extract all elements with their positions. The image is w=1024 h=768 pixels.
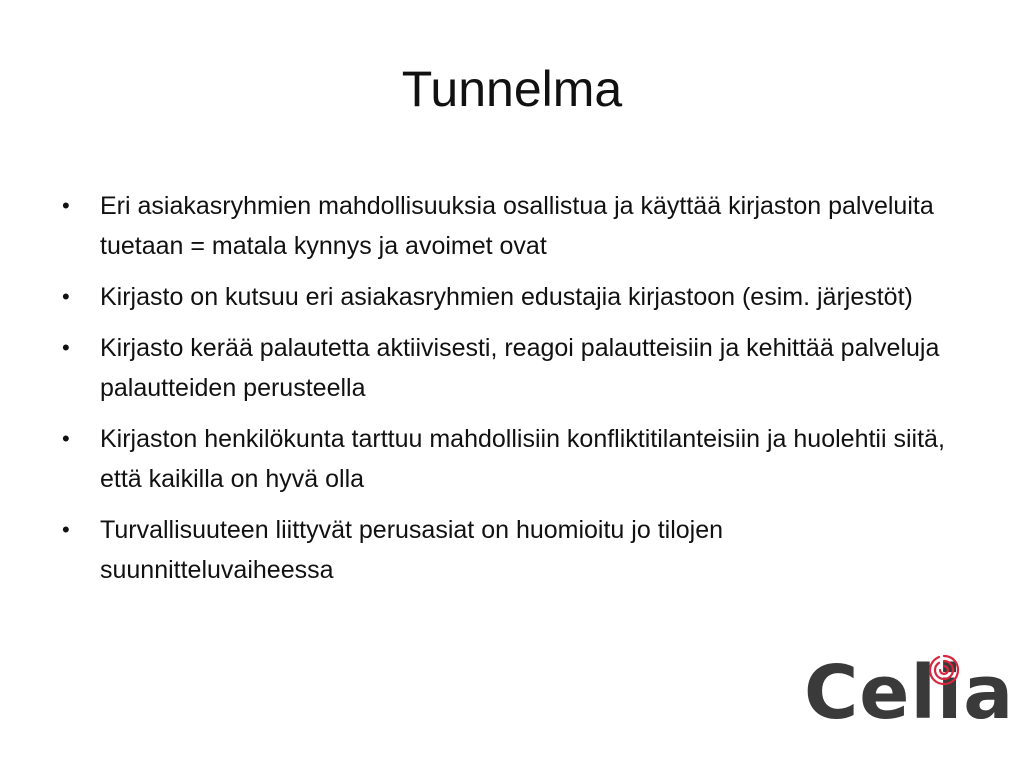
bullet-text: Eri asiakasryhmien mahdollisuuksia osallistua ja käyttää kirjaston palveluita tuetaan = matala kynnys ja avoimet ovat <box>100 192 934 260</box>
bullet-item <box>62 419 962 499</box>
bullet-list <box>62 186 962 601</box>
bullet-icon: • <box>62 426 70 451</box>
bullet-text: Kirjasto kerää palautetta aktiivisesti, reagoi palautteisiin ja kehittää palveluja palautteiden perusteella <box>100 334 940 402</box>
bullet-text: Kirjaston henkilökunta tarttuu mahdollisiin konfliktitilanteisiin ja huolehtii siitä, että kaikilla on hyvä olla <box>100 425 945 493</box>
bullet-text: Kirjasto on kutsuu eri asiakasryhmien edustajia kirjastoon (esim. järjestöt) <box>100 283 913 311</box>
logo-text: Celia <box>804 650 1015 736</box>
fingerprint-icon <box>924 650 964 690</box>
bullet-icon: • <box>62 284 70 309</box>
bullet-item <box>62 510 962 590</box>
bullet-item <box>62 186 962 266</box>
bullet-icon: • <box>62 517 70 542</box>
bullet-item <box>62 277 962 317</box>
bullet-item <box>62 328 962 408</box>
celia-logo <box>804 650 1015 746</box>
bullet-icon: • <box>62 193 70 218</box>
bullet-text: Turvallisuuteen liittyvät perusasiat on huomioitu jo tilojen suunnitteluvaiheessa <box>100 516 724 584</box>
slide-title: Tunnelma <box>401 61 623 117</box>
bullet-icon: • <box>62 335 70 360</box>
